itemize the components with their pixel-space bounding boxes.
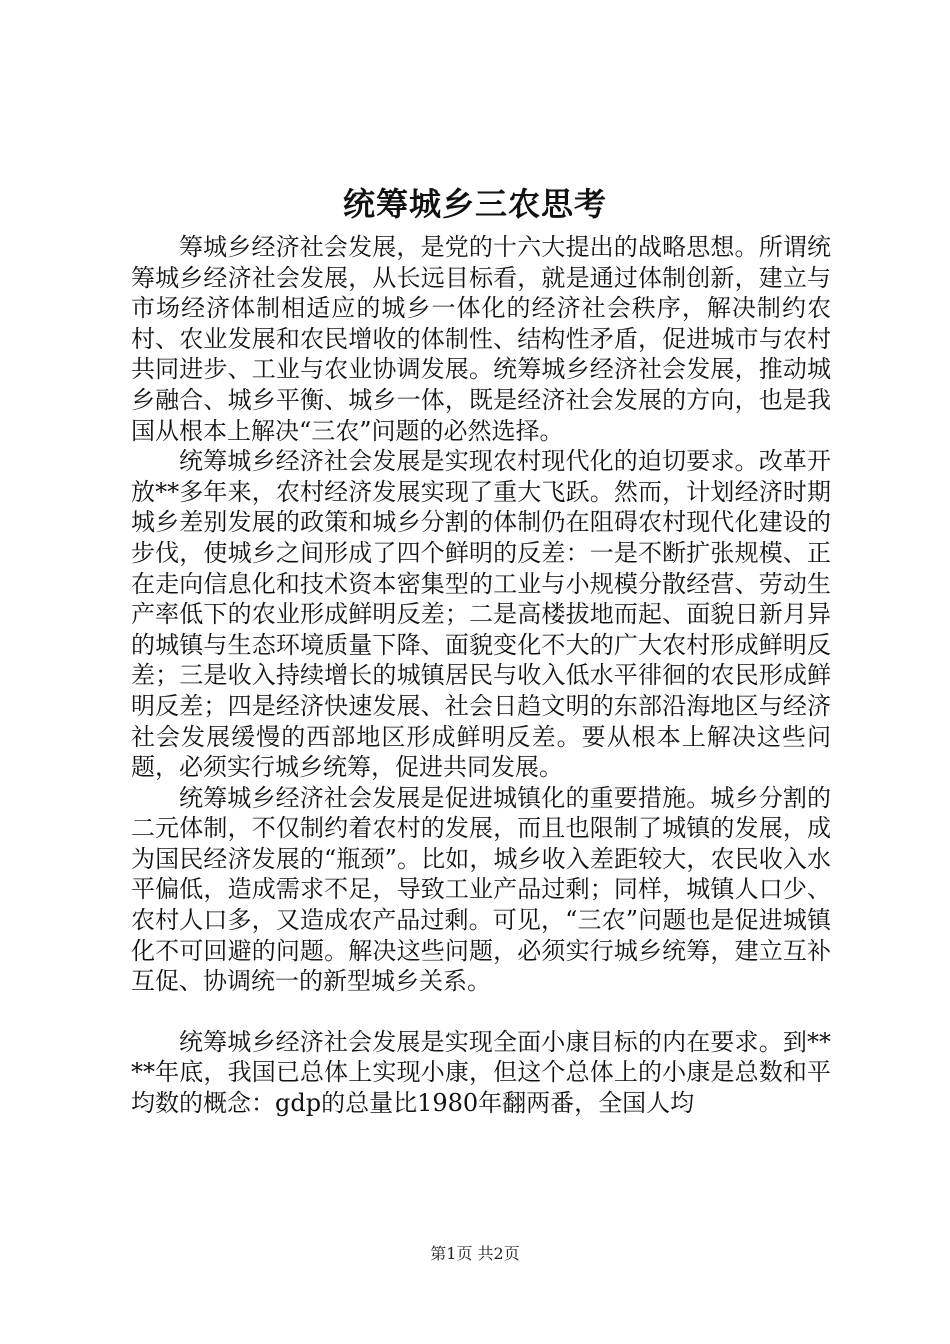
page-footer: 第1页 共2页 [430,1244,520,1263]
paragraph-2: 统筹城乡经济社会发展是实现农村现代化的迫切要求。改革开放**多年来，农村经济发展实现了重大飞跃。然而，计划经济时期城乡差别发展的政策和城乡分割的体制仍在阻碍农村现代化建设的步伐，使城乡之间形成了四个鲜明的反差：一是不断扩张规模、正在走向信息化和技术资本密集型的工业与小规模分散经营、劳动生产率低下的农业形成鲜明反差；二是高楼拔地而起、面貌日新月异的城镇与生态环境质量下降、面貌变化不大的广大农村形成鲜明反差；三是收入持续增长的城镇居民与收入低水平徘徊的农民形成鲜明反差；四是经济快速发展、社会日趋文明的东部沿海地区与经济社会发展缓慢的西部地区形成鲜明反差。要从根本上解决这些问题，必须实行城乡统筹，促进共同发展。 [131,447,831,782]
paragraph-4: 统筹城乡经济社会发展是实现全面小康目标的内在要求。到****年底，我国已总体上实现小康，但这个总体上的小康是总数和平均数的概念：gdp的总量比1980年翻两番，全国人均 [131,1027,831,1118]
paragraph-3: 统筹城乡经济社会发展是促进城镇化的重要措施。城乡分割的二元体制，不仅制约着农村的发展，而且也限制了城镇的发展，成为国民经济发展的“瓶颈”。比如，城乡收入差距较大，农民收入水平偏低，造成需求不足，导致工业产品过剩；同样，城镇人口少、农村人口多，又造成农产品过剩。可见，“三农”问题也是促进城镇化不可回避的问题。解决这些问题，必须实行城乡统筹，建立互补互促、协调统一的新型城乡关系。 [131,783,831,996]
document-title: 统筹城乡三农思考 [342,185,607,223]
paragraph-1: 筹城乡经济社会发展，是党的十六大提出的战略思想。所谓统筹城乡经济社会发展，从长远目标看，就是通过体制创新，建立与市场经济体制相适应的城乡一体化的经济社会秩序，解决制约农村、农业发展和农民增收的体制性、结构性矛盾，促进城市与农村共同进步、工业与农业协调发展。统筹城乡经济社会发展，推动城乡融合、城乡平衡、城乡一体，既是经济社会发展的方向，也是我国从根本上解决“三农”问题的必然选择。 [131,233,831,445]
document-body [131,232,831,1119]
